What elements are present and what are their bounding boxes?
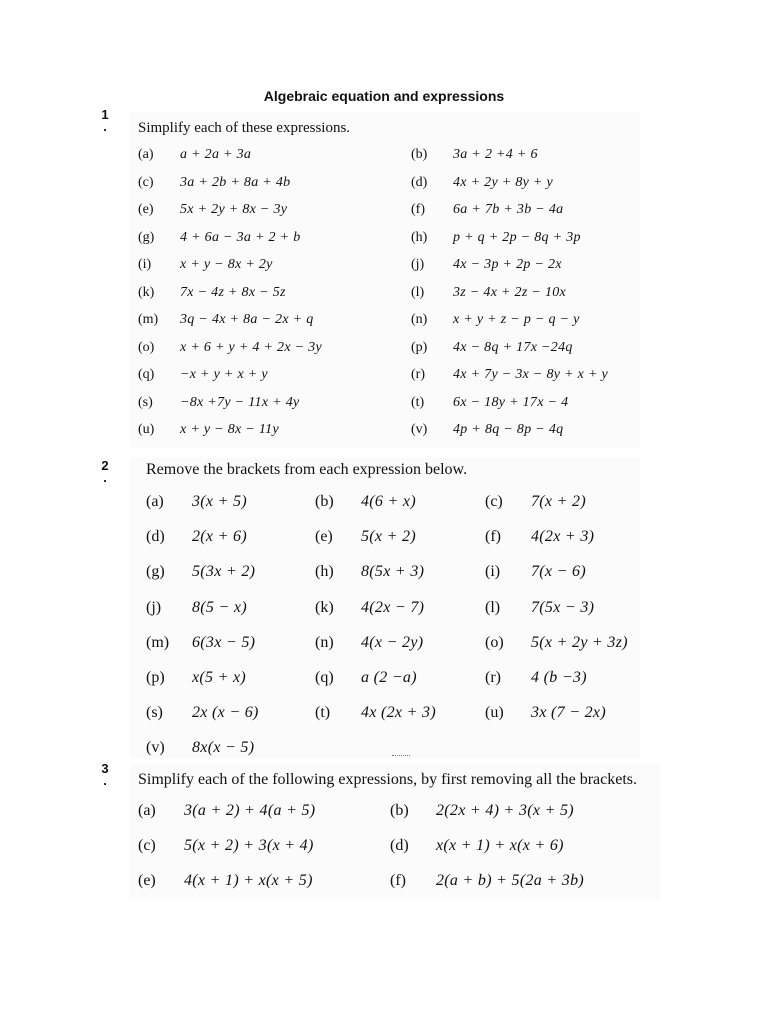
item-label: (l)	[411, 284, 425, 300]
q1-item	[138, 257, 273, 273]
q3-item	[138, 802, 315, 820]
item-label: (p)	[146, 669, 165, 686]
item-label: (d)	[390, 837, 409, 854]
item-expression: 5x + 2y + 8x − 3y	[180, 202, 288, 217]
item-label: (s)	[146, 704, 163, 722]
item-label: (b)	[390, 802, 409, 819]
item-label: (b)	[315, 493, 334, 510]
q3-item	[390, 872, 584, 890]
item-label: (d)	[411, 174, 428, 190]
q2-item	[146, 563, 255, 581]
item-expression: 5(x + 2) + 3(x + 4)	[184, 837, 314, 854]
q1-item	[138, 202, 287, 218]
item-label: (n)	[411, 312, 428, 327]
item-label: (r)	[411, 367, 425, 382]
item-expression: 5(3x + 2)	[192, 563, 256, 581]
item-label: (a)	[138, 147, 154, 162]
item-label: (m)	[138, 312, 159, 327]
question-2-instruction: Remove the brackets from each expression below.	[146, 461, 468, 478]
page-title: Algebraic equation and expressions	[263, 88, 505, 104]
q2-item	[315, 704, 436, 722]
item-expression: 2(a + b) + 5(2a + 3b)	[436, 872, 585, 889]
item-label: (p)	[411, 339, 428, 355]
item-expression: 4(6 + x)	[361, 493, 416, 510]
q2-item	[146, 704, 259, 722]
item-expression: 8x(x − 5)	[192, 739, 255, 757]
item-label: (j)	[146, 598, 162, 616]
item-expression: 3q − 4x + 8a − 2x + q	[180, 312, 314, 327]
q1-item	[411, 367, 608, 383]
item-expression: 4 + 6a − 3a + 2 + b	[180, 229, 301, 245]
item-label: (q)	[138, 367, 155, 382]
item-expression: x + y + z − p − q − y	[453, 312, 580, 327]
q1-item	[411, 257, 562, 273]
q1-item	[138, 422, 279, 438]
q2-item	[146, 739, 254, 757]
q2-item	[315, 599, 424, 617]
item-label: (f)	[390, 872, 406, 889]
item-expression: 4(2x − 7)	[361, 598, 425, 616]
q1-item	[411, 422, 563, 438]
item-label: (m)	[146, 633, 170, 651]
q1-item	[411, 395, 568, 411]
q1-item	[138, 367, 268, 383]
q2-item	[315, 493, 416, 511]
question-number-1: 1 .	[101, 107, 109, 134]
item-expression: 3(x + 5)	[192, 493, 247, 510]
item-label: (u)	[138, 422, 155, 437]
item-label: (e)	[138, 872, 156, 889]
item-label: (f)	[411, 202, 425, 217]
item-expression: 8(5 − x)	[192, 598, 247, 616]
item-expression: 6a + 7b + 3b − 4a	[453, 202, 564, 217]
item-label: (h)	[315, 563, 334, 581]
q1-item	[138, 340, 322, 356]
q2-item	[146, 599, 247, 617]
item-expression: 3a + 2 +4 + 6	[453, 147, 538, 162]
q1-item	[411, 312, 580, 328]
item-expression: 4x (2x + 3)	[361, 704, 436, 722]
item-label: (i)	[138, 257, 152, 272]
question-3-instruction: Simplify each of the following expressions, by first removing all the brackets.	[138, 771, 637, 788]
item-label: (v)	[146, 739, 165, 757]
item-label: (k)	[315, 598, 334, 616]
item-label: (c)	[138, 174, 154, 190]
item-expression: 3a + 2b + 8a + 4b	[180, 174, 291, 190]
q1-item	[411, 202, 563, 218]
item-expression: 7(x − 6)	[531, 563, 586, 581]
item-label: (v)	[411, 422, 428, 437]
q1-item	[138, 312, 314, 328]
q2-item	[315, 669, 417, 687]
item-expression: −8x +7y − 11x + 4y	[180, 394, 300, 410]
item-expression: 7x − 4z + 8x − 5z	[180, 284, 286, 300]
q2-item	[315, 634, 423, 652]
q1-item	[138, 285, 286, 301]
q1-item	[138, 175, 290, 191]
q2-item	[485, 704, 606, 722]
item-expression: 7(x + 2)	[531, 493, 586, 510]
item-expression: 7(5x − 3)	[531, 598, 595, 616]
item-label: (u)	[485, 704, 504, 722]
item-expression: 5(x + 2)	[361, 528, 416, 546]
q2-item	[315, 528, 416, 546]
item-expression: x + 6 + y + 4 + 2x − 3y	[180, 339, 322, 355]
item-label: (o)	[485, 633, 504, 651]
q2-item	[485, 634, 628, 652]
q1-item	[138, 230, 301, 246]
item-label: (g)	[146, 563, 165, 581]
item-label: (h)	[411, 229, 428, 245]
item-expression: 2(2x + 4) + 3(x + 5)	[436, 802, 574, 819]
question-number-3: 3 .	[101, 761, 109, 788]
item-expression: 4(2x + 3)	[531, 528, 595, 546]
q1-item	[411, 230, 581, 246]
item-expression: 4x + 2y + 8y + y	[453, 174, 553, 190]
q3-item	[138, 872, 313, 890]
q1-item	[411, 285, 566, 301]
item-expression: 4x + 7y − 3x − 8y + x + y	[453, 367, 609, 382]
item-label: (e)	[138, 202, 154, 217]
question-1-instruction: Simplify each of these expressions.	[138, 120, 351, 136]
q2-item	[315, 563, 424, 581]
item-label: (d)	[146, 528, 165, 546]
question-number-2: 2 .	[101, 458, 109, 485]
q2-item	[485, 669, 587, 687]
item-expression: 6x − 18y + 17x − 4	[453, 394, 569, 410]
item-expression: 8(5x + 3)	[361, 563, 425, 581]
item-label: (o)	[138, 339, 155, 355]
item-label: (c)	[485, 493, 503, 510]
item-label: (a)	[138, 802, 156, 819]
q1-item	[411, 175, 553, 191]
item-label: (b)	[411, 147, 428, 162]
q2-item	[485, 599, 594, 617]
item-label: (k)	[138, 284, 155, 300]
item-label: (a)	[146, 493, 164, 510]
q3-item	[390, 802, 574, 820]
item-label: (e)	[315, 528, 333, 546]
item-expression: a (2 −a)	[361, 669, 417, 686]
item-expression: 4 (b −3)	[531, 669, 587, 686]
item-expression: 4x − 8q + 17x −24q	[453, 339, 573, 355]
q2-item	[146, 634, 255, 652]
item-expression: x(x + 1) + x(x + 6)	[436, 837, 564, 854]
item-expression: −x + y + x + y	[180, 367, 268, 382]
item-label: (g)	[138, 229, 155, 245]
item-expression: 6(3x − 5)	[192, 633, 256, 651]
item-label: (t)	[315, 704, 331, 722]
item-label: (n)	[315, 633, 334, 651]
q1-item	[411, 340, 573, 356]
q2-item	[485, 493, 586, 511]
item-expression: a + 2a + 3a	[180, 147, 252, 162]
q2-item	[485, 528, 594, 546]
scan-smudge	[392, 755, 410, 759]
item-expression: 4p + 8q − 8p − 4q	[453, 422, 564, 437]
item-label: (c)	[138, 837, 156, 854]
q2-item	[146, 669, 246, 687]
item-expression: 2x (x − 6)	[192, 704, 259, 722]
item-expression: x(5 + x)	[192, 669, 247, 686]
item-expression: 5(x + 2y + 3z)	[531, 633, 628, 651]
q2-item	[485, 563, 586, 581]
item-label: (f)	[485, 528, 501, 546]
q3-item	[138, 837, 314, 855]
item-expression: 3z − 4x + 2z − 10x	[453, 284, 567, 300]
item-expression: x + y − 8x + 2y	[180, 257, 273, 272]
item-label: (s)	[138, 394, 153, 410]
q1-item	[138, 395, 300, 411]
item-expression: x + y − 8x − 11y	[180, 422, 279, 437]
q2-item	[146, 528, 247, 546]
q3-item	[390, 837, 564, 855]
item-label: (j)	[411, 257, 425, 272]
item-expression: p + q + 2p − 8q + 3p	[453, 229, 581, 245]
item-label: (i)	[485, 563, 501, 581]
item-label: (l)	[485, 598, 501, 616]
item-expression: 2(x + 6)	[192, 528, 247, 546]
q1-item	[138, 147, 251, 163]
q2-item	[146, 493, 247, 511]
item-expression: 4x − 3p + 2p − 2x	[453, 257, 562, 272]
q1-item	[411, 147, 538, 163]
item-expression: 3x (7 − 2x)	[531, 704, 606, 722]
item-expression: 4(x + 1) + x(x + 5)	[184, 872, 313, 889]
item-label: (t)	[411, 394, 425, 410]
item-expression: 3(a + 2) + 4(a + 5)	[184, 802, 316, 819]
item-expression: 4(x − 2y)	[361, 633, 424, 651]
item-label: (r)	[485, 669, 501, 686]
item-label: (q)	[315, 669, 334, 686]
